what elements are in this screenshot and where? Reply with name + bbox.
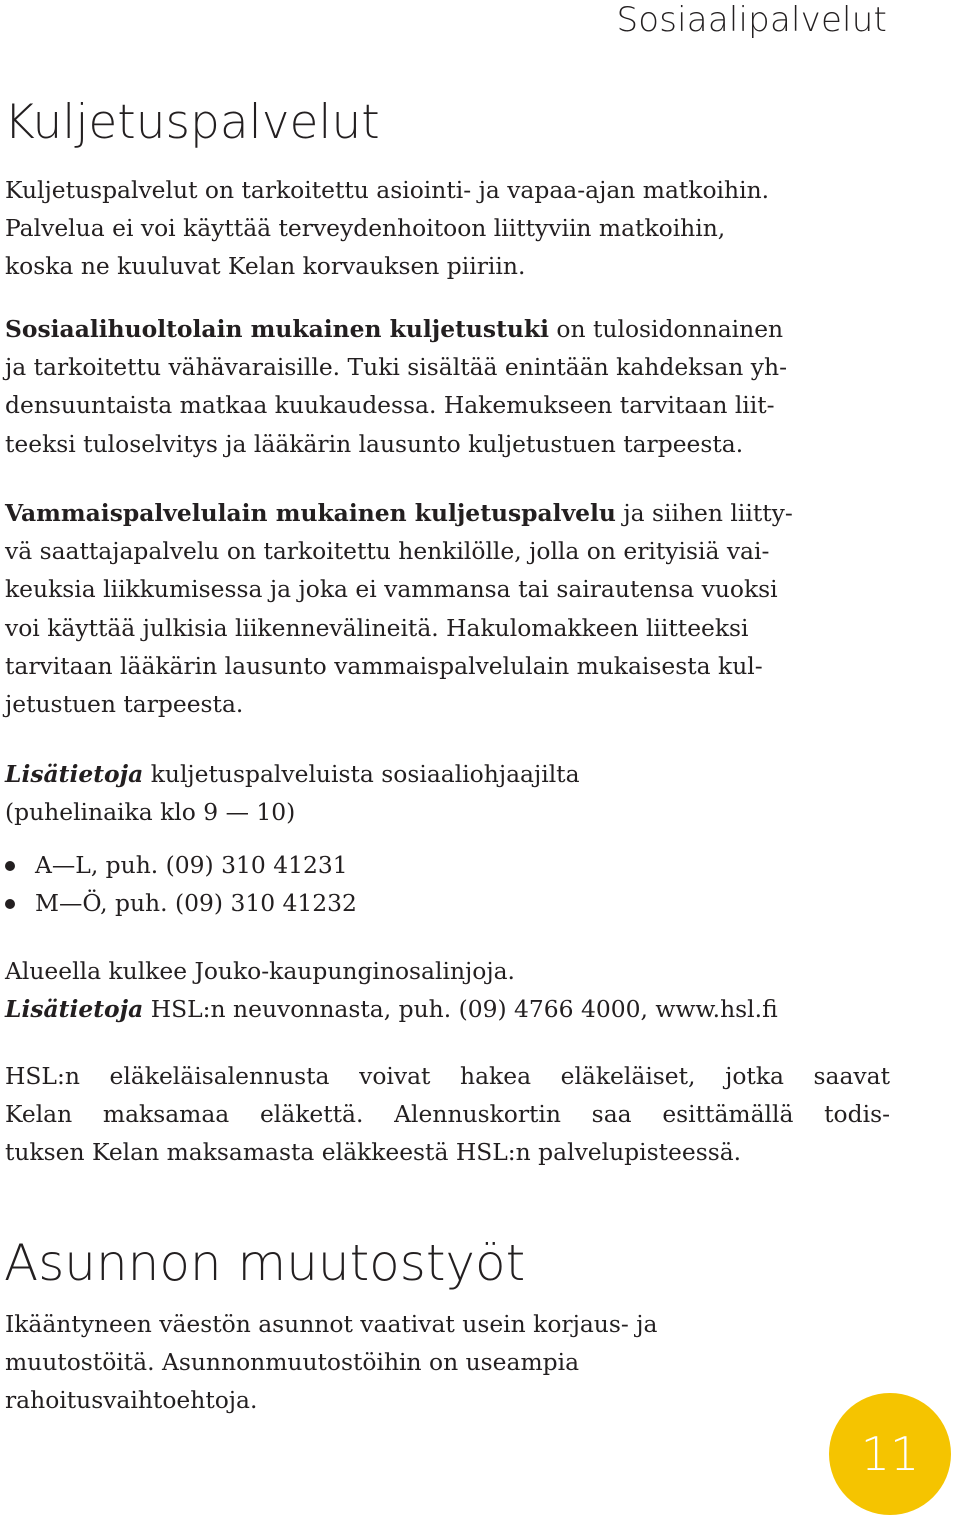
kuljetustuki-lead: Sosiaalihuoltolain mukainen kuljetustuki bbox=[5, 315, 549, 343]
text-line bbox=[5, 310, 890, 348]
text-line: Palvelua ei voi käyttää terveydenhoitoon liittyviin matkoihin, bbox=[5, 214, 726, 243]
text-fragment: kuljetuspalveluista sosiaaliohjaajilta bbox=[143, 760, 580, 788]
text-fragment: HSL:n neuvonnasta, puh. (09) 4766 4000, www.hsl.fi bbox=[143, 995, 778, 1024]
contact-text: A—L, puh. (09) 310 41231 bbox=[35, 851, 348, 879]
kuljetustuki-paragraph bbox=[5, 310, 890, 463]
hsl-paragraph bbox=[5, 1057, 890, 1172]
bullet-icon bbox=[5, 861, 15, 871]
text-line: voi käyttää julkisia liikennevälineitä. Hakulomakkeen liitteeksi bbox=[5, 613, 749, 642]
text-line bbox=[5, 990, 890, 1028]
text-line: Kelan maksamaa eläkettä. Alennuskortin saa esittämällä todis- bbox=[5, 1100, 890, 1129]
contact-item bbox=[5, 846, 357, 884]
contact-text: M—Ö, puh. (09) 310 41232 bbox=[35, 889, 357, 918]
contact-item bbox=[5, 884, 357, 922]
heading-asunnon-muutostyot: Asunnon muutostyöt bbox=[4, 1234, 526, 1292]
lisatietoja-label: Lisätietoja bbox=[5, 760, 144, 788]
text-line: rahoitusvaihtoehtoja. bbox=[5, 1386, 258, 1415]
lisatietoja-label: Lisätietoja bbox=[5, 995, 144, 1024]
contact-list bbox=[5, 846, 357, 922]
text-line: HSL:n eläkeläisalennusta voivat hakea eläkeläiset, jotka saavat bbox=[5, 1062, 890, 1090]
intro-paragraph bbox=[5, 171, 890, 286]
text-line: ja tarkoitettu vähävaraisille. Tuki sisältää enintään kahdeksan yh- bbox=[5, 353, 787, 382]
page-number-badge bbox=[829, 1393, 951, 1515]
text-line: (puhelinaika klo 9 — 10) bbox=[5, 798, 296, 827]
text-line bbox=[5, 494, 890, 532]
text-line bbox=[5, 755, 890, 793]
area-paragraph bbox=[5, 952, 890, 1028]
text-fragment: ja siihen liitty- bbox=[615, 499, 793, 527]
text-line: teeksi tuloselvitys ja lääkärin lausunto kuljetustuen tarpeesta. bbox=[5, 429, 744, 458]
text-line: vä saattajapalvelu on tarkoitettu henkilölle, jolla on erityisiä vai- bbox=[5, 537, 770, 566]
text-line: tuksen Kelan maksamasta eläkkeestä HSL:n palvelupisteessä. bbox=[5, 1138, 742, 1167]
vammaispalvelu-lead: Vammaispalvelulain mukainen kuljetuspalvelu bbox=[5, 499, 616, 527]
text-line: keuksia liikkumisessa ja joka ei vammansa tai sairautensa vuoksi bbox=[5, 575, 778, 604]
text-line: Kuljetuspalvelut on tarkoitettu asiointi- ja vapaa-ajan matkoihin. bbox=[5, 176, 770, 204]
bullet-icon bbox=[5, 899, 15, 909]
section-label: Sosiaalipalvelut bbox=[616, 0, 887, 40]
vammaispalvelu-paragraph bbox=[5, 494, 890, 723]
text-line: Ikääntyneen väestön asunnot vaativat usein korjaus- ja bbox=[5, 1310, 658, 1338]
text-line: koska ne kuuluvat Kelan korvauksen piiriin. bbox=[5, 252, 526, 281]
text-line: tarvitaan lääkärin lausunto vammaispalvelulain mukaisesta kul- bbox=[5, 651, 763, 680]
text-line: densuuntaista matkaa kuukaudessa. Hakemukseen tarvitaan liit- bbox=[5, 391, 775, 420]
info-paragraph bbox=[5, 755, 890, 831]
text-line: muutostöitä. Asunnonmuutostöihin on useampia bbox=[5, 1348, 580, 1377]
text-line: jetustuen tarpeesta. bbox=[5, 690, 244, 719]
page-number: 11 bbox=[860, 1427, 920, 1481]
text-fragment: on tulosidonnainen bbox=[548, 315, 784, 343]
asunto-paragraph bbox=[5, 1305, 805, 1420]
heading-kuljetuspalvelut: Kuljetuspalvelut bbox=[4, 95, 380, 150]
text-line: Alueella kulkee Jouko-kaupunginosalinjoja. bbox=[5, 957, 515, 985]
